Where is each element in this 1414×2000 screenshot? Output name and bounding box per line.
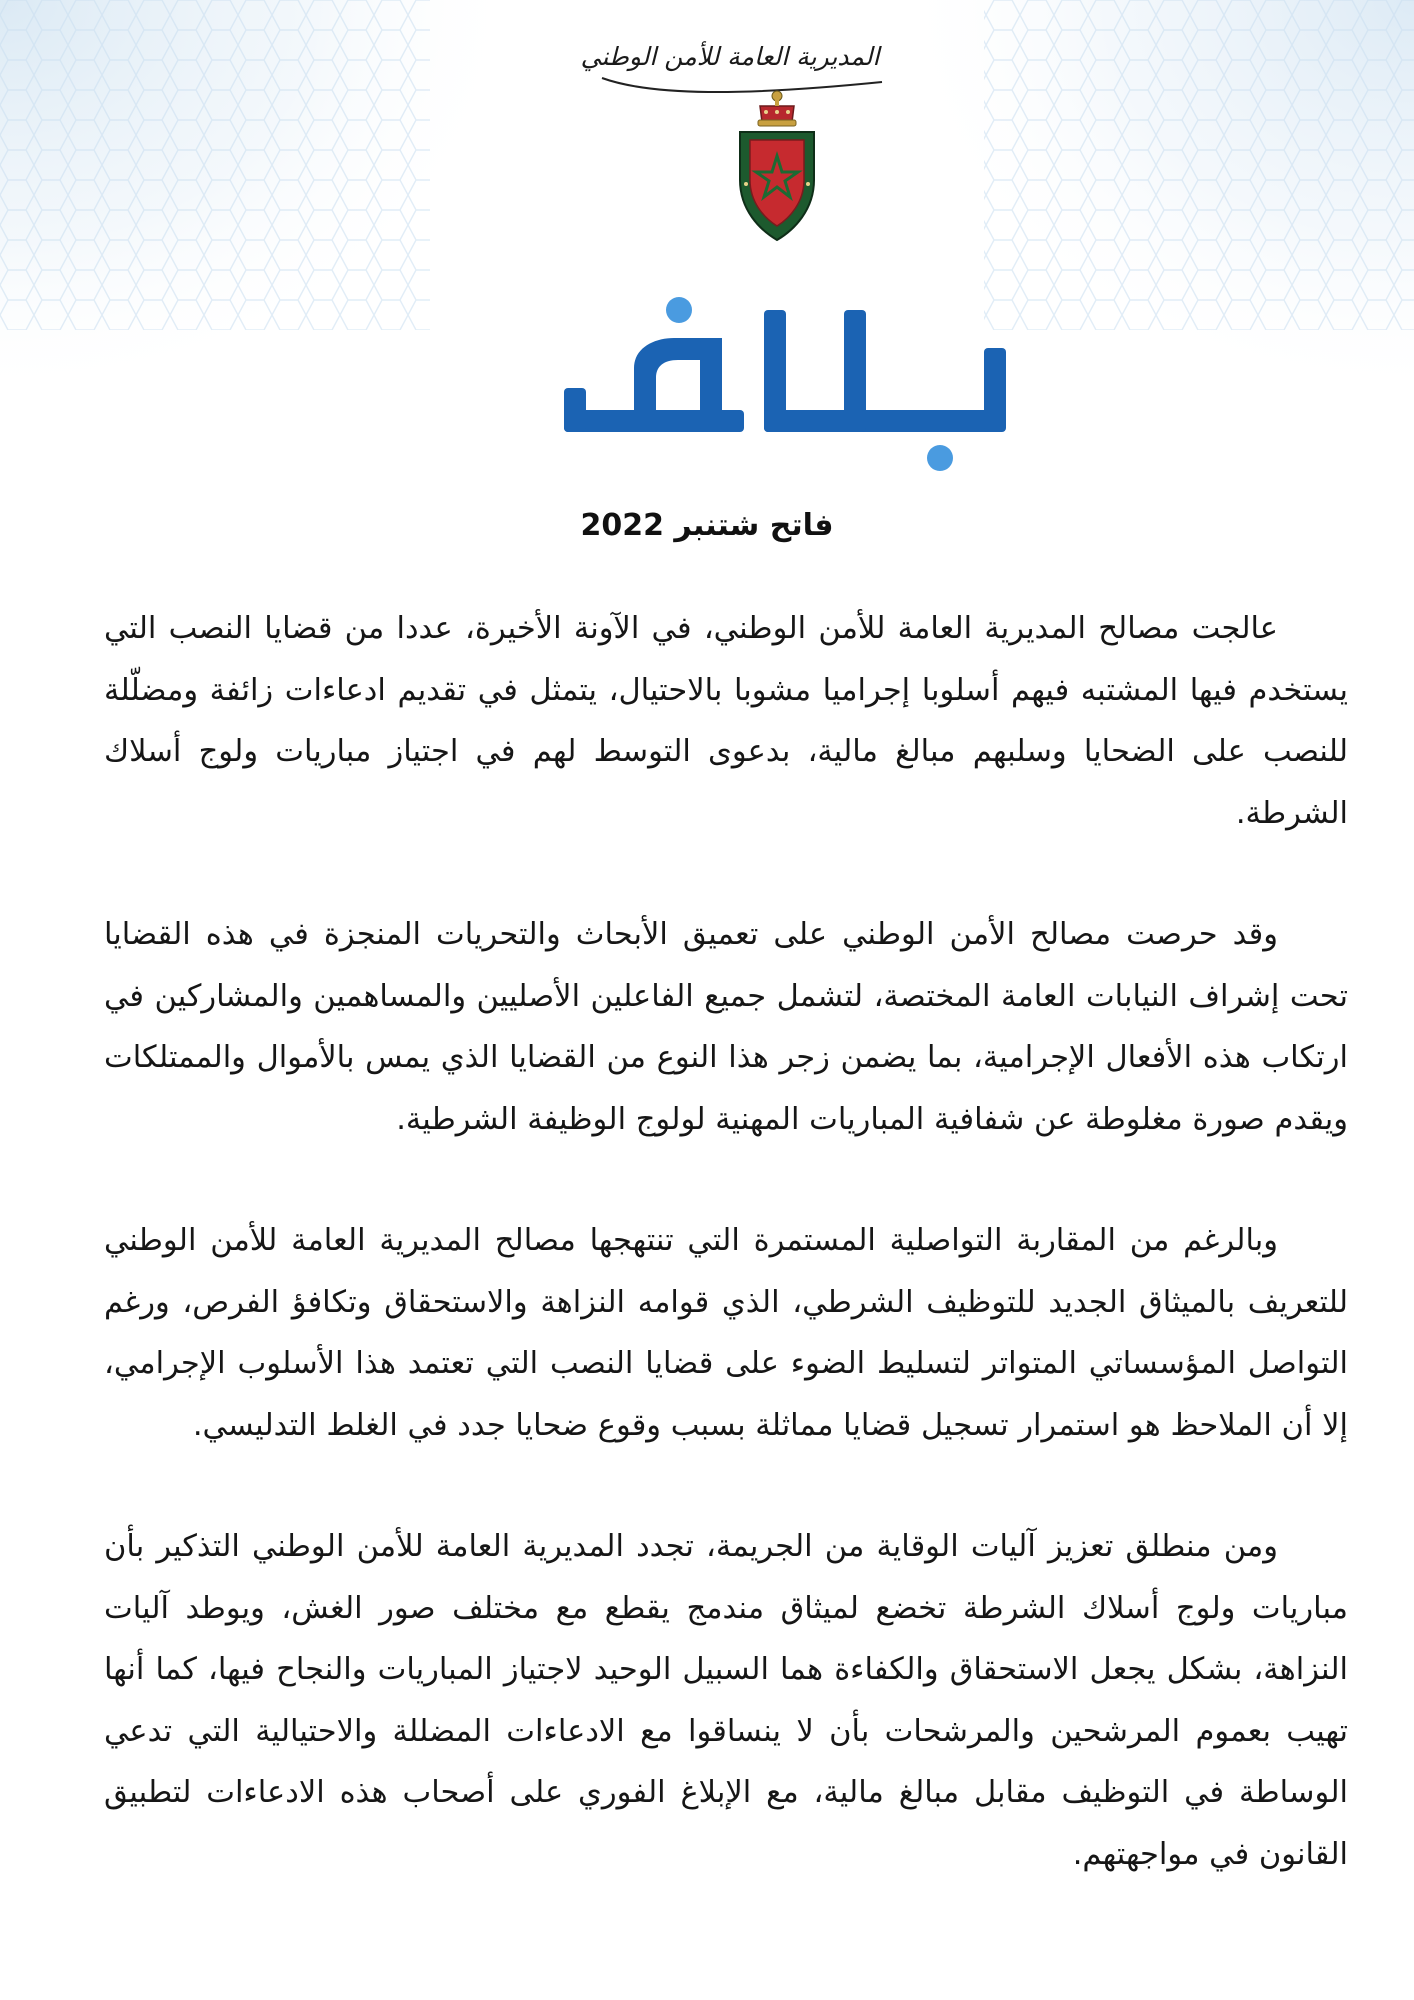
document-date: فاتح شتنبر 2022 bbox=[580, 508, 834, 543]
paragraph-4: ومن منطلق تعزيز آليات الوقاية من الجريمة، تجدد المديرية العامة للأمن الوطني التذكير بأن مباريات ولوج أسلاك الشرطة تخضع لميثاق مندمج يقطع مع مختلف صور الغش، ويوطد آليات النزاهة، بشكل يجعل الاستحقاق والكفاءة هما السبيل الوحيد لاجتياز المباريات والنجاح فيها، كما أنها تهيب بعموم المرشحين والمرشحات بأن لا ينساقوا مع الادعاءات المضللة والاحتيالية التي تدعي الوساطة في التوظيف مقابل مبالغ مالية، مع الإبلاغ الفوري على أصحاب هذه الادعاءات لتطبيق القانون في مواجهتهم. bbox=[104, 1529, 1348, 1872]
paragraph-2: وقد حرصت مصالح الأمن الوطني على تعميق الأبحاث والتحريات المنجزة في هذه القضايا تحت إشراف النيابات العامة المختصة، لتشمل جميع الفاعلين الأصليين والمساهمين والمشاركين في ارتكاب هذه الأفعال الإجرامية، بما يضمن زجر هذا النوع من القضايا الذي يمس بالأموال والممتلكات ويقدم صورة مغلوطة عن شفافية المباريات المهنية لولوج الوظيفة الشرطية. bbox=[104, 917, 1348, 1137]
document-body bbox=[104, 598, 1348, 1885]
paragraph-1: عالجت مصالح المديرية العامة للأمن الوطني، في الآونة الأخيرة، عددا من قضايا النصب التي يستخدم فيها المشتبه فيهم أسلوبا إجراميا مشوبا بالاحتيال، يتمثل في تقديم ادعاءات زائفة ومضلّلة للنصب على الضحايا وسلبهم مبالغ مالية، بدعوى التوسط لهم في اجتياز مباريات ولوج أسلاك الشرطة. bbox=[104, 611, 1348, 831]
institution-name: المديرية العامة للأمن الوطني bbox=[580, 42, 880, 71]
police-shield-emblem-icon bbox=[722, 84, 832, 244]
title-graphic bbox=[544, 290, 1014, 475]
paragraph-3: وبالرغم من المقاربة التواصلية المستمرة التي تنتهجها مصالح المديرية العامة للأمن الوطني للتعريف بالميثاق الجديد للتوظيف الشرطي، الذي قوامه النزاهة والاستحقاق وتكافؤ الفرص، ورغم التواصل المؤسساتي المتواتر لتسليط الضوء على قضايا النصب التي تعتمد هذا الأسلوب الإجرامي، إلا أن الملاحظ هو استمرار تسجيل قضايا مماثلة بسبب وقوع ضحايا جدد في الغلط التدليسي. bbox=[104, 1223, 1348, 1443]
